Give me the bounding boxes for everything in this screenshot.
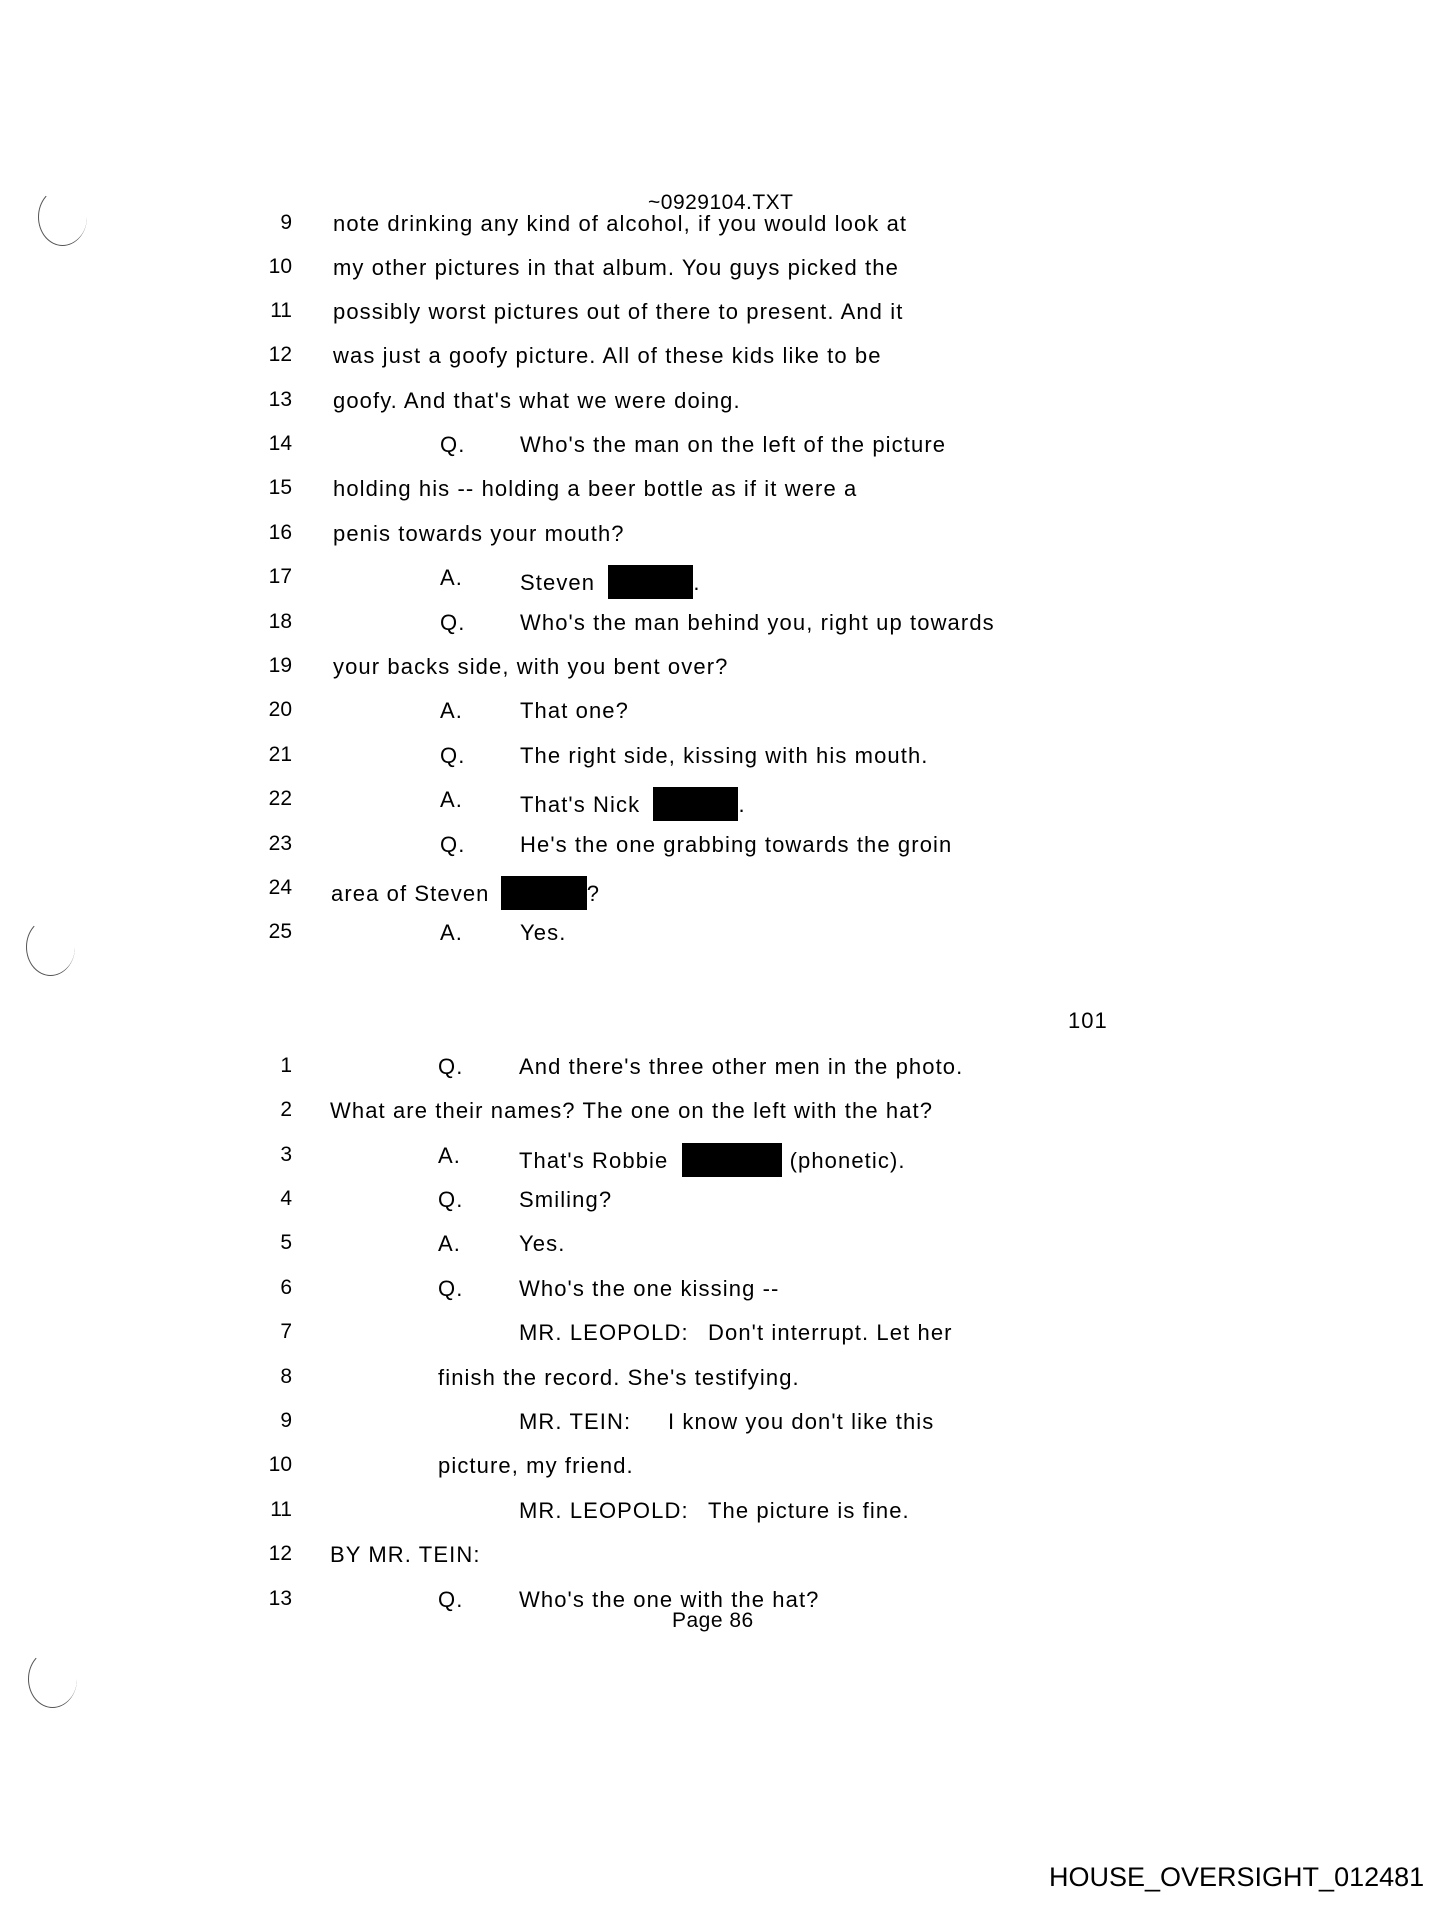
line-number: 10 [268, 1453, 292, 1476]
line-number: 3 [280, 1143, 292, 1166]
line-text: note drinking any kind of alcohol, if you would look at [333, 211, 908, 236]
redaction-block [682, 1143, 782, 1177]
file-header: ~0929104.TXT [648, 191, 794, 214]
speaker-label: Q. [440, 743, 466, 768]
line-number: 17 [268, 565, 292, 588]
speaker-label: Q. [438, 1187, 464, 1212]
bates-number: HOUSE_OVERSIGHT_012481 [1049, 1862, 1425, 1892]
speaker-label: A. [440, 787, 463, 812]
line-text: The right side, kissing with his mouth. [520, 743, 929, 768]
line-text: possibly worst pictures out of there to present. And it [333, 299, 904, 324]
speaker-label: Q. [440, 610, 466, 635]
line-number: 2 [280, 1098, 292, 1121]
line-text: Who's the one with the hat? [519, 1587, 820, 1612]
speaker-label: A. [438, 1143, 461, 1168]
line-text: was just a goofy picture. All of these kids like to be [333, 343, 882, 368]
line-number: 7 [280, 1320, 292, 1343]
line-text: Yes. [519, 1231, 566, 1256]
punch-hole-bottom [28, 1650, 77, 1708]
redaction-block [501, 876, 587, 910]
line-number: 11 [270, 299, 292, 322]
redaction-block [653, 787, 738, 821]
line-text: And there's three other men in the photo. [519, 1054, 964, 1079]
speaker-label: MR. LEOPOLD: [519, 1320, 689, 1345]
line-number: 15 [268, 476, 292, 499]
line-text: Who's the man on the left of the picture [520, 432, 947, 457]
line-number: 20 [268, 698, 292, 721]
line-number: 6 [280, 1276, 292, 1299]
speaker-label: MR. TEIN: [519, 1409, 632, 1434]
line-number: 11 [270, 1498, 292, 1521]
line-number: 14 [268, 432, 292, 455]
line-text: Who's the one kissing -- [519, 1276, 780, 1301]
speaker-label: Q. [440, 432, 466, 457]
line-number: 1 [280, 1054, 292, 1077]
line-number: 25 [268, 920, 292, 943]
line-text: That one? [520, 698, 629, 723]
line-text-suffix: ? [586, 881, 601, 906]
line-number: 19 [268, 654, 292, 677]
line-number: 8 [280, 1365, 292, 1388]
line-number: 23 [268, 832, 292, 855]
page-number: 101 [1068, 1008, 1108, 1033]
punch-hole-middle [26, 918, 75, 976]
line-number: 16 [268, 521, 292, 544]
speaker-label: A. [440, 920, 463, 945]
line-text: area of Steven [331, 881, 490, 906]
line-text-suffix: . [693, 570, 701, 595]
line-text: Smiling? [519, 1187, 613, 1212]
page-footer: Page 86 [672, 1609, 754, 1632]
line-number: 4 [280, 1187, 292, 1210]
line-number: 5 [280, 1231, 292, 1254]
line-text-suffix: (phonetic). [789, 1148, 906, 1173]
line-number: 13 [268, 388, 292, 411]
speaker-label: A. [438, 1231, 461, 1256]
line-text: Who's the man behind you, right up towards [520, 610, 995, 635]
line-text: BY MR. TEIN: [330, 1542, 481, 1567]
line-number: 18 [268, 610, 292, 633]
line-number: 9 [280, 211, 292, 234]
line-text: Steven [520, 570, 596, 595]
line-number: 24 [268, 876, 292, 899]
line-text: That's Nick [520, 792, 641, 817]
speaker-label: Q. [438, 1587, 464, 1612]
speaker-label: Q. [438, 1276, 464, 1301]
punch-hole-top [38, 188, 87, 246]
speaker-label: A. [440, 565, 463, 590]
line-text: picture, my friend. [438, 1453, 634, 1478]
line-number: 12 [268, 1542, 292, 1565]
line-text: That's Robbie [519, 1148, 669, 1173]
line-text: my other pictures in that album. You guys picked the [333, 255, 899, 280]
line-number: 21 [268, 743, 292, 766]
line-text: goofy. And that's what we were doing. [333, 388, 741, 413]
line-text: Don't interrupt. Let her [708, 1320, 953, 1345]
line-number: 13 [268, 1587, 292, 1610]
speaker-label: A. [440, 698, 463, 723]
line-text: penis towards your mouth? [333, 521, 625, 546]
line-text: What are their names? The one on the left with the hat? [330, 1098, 934, 1123]
line-number: 22 [268, 787, 292, 810]
line-text: your backs side, with you bent over? [333, 654, 729, 679]
line-text-suffix: . [738, 792, 746, 817]
speaker-label: Q. [438, 1054, 464, 1079]
line-text: Yes. [520, 920, 567, 945]
line-number: 12 [268, 343, 292, 366]
line-text: holding his -- holding a beer bottle as if it were a [333, 476, 858, 501]
line-text: The picture is fine. [708, 1498, 910, 1523]
line-text: I know you don't like this [668, 1409, 935, 1434]
line-text: He's the one grabbing towards the groin [520, 832, 953, 857]
speaker-label: MR. LEOPOLD: [519, 1498, 689, 1523]
speaker-label: Q. [440, 832, 466, 857]
redaction-block [608, 565, 693, 599]
line-number: 9 [280, 1409, 292, 1432]
line-number: 10 [268, 255, 292, 278]
line-text: finish the record. She's testifying. [438, 1365, 800, 1390]
